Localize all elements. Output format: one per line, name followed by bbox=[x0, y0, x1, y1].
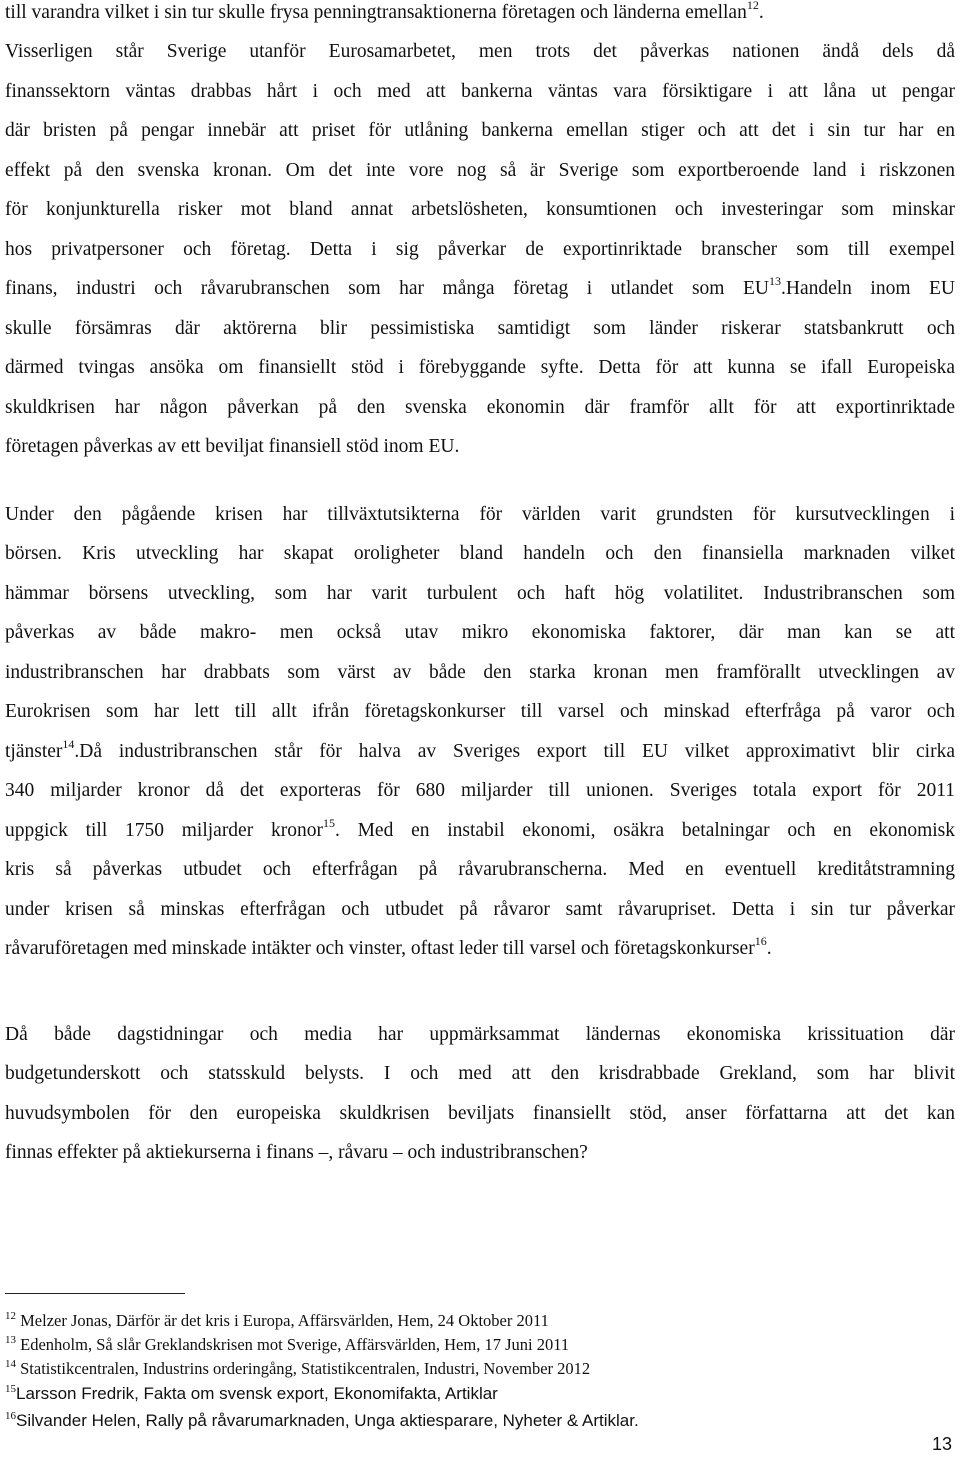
text-segment: .Då industribranschen står för halva av Sveriges export till EU vilket approximativt blir cirka bbox=[74, 741, 955, 762]
paragraph-1-line-3: finanssektorn väntas drabbas hårt i och med att bankerna väntas vara försiktigare i att låna ut pengar bbox=[5, 81, 955, 102]
paragraph-3-line-4: finnas effekter på aktiekurserna i finans –, råvaru – och industribranschen? bbox=[5, 1142, 588, 1163]
footnote-ref-16[interactable]: 16 bbox=[754, 934, 767, 948]
footnote-12 bbox=[5, 1310, 905, 1332]
footnote-text: Melzer Jonas, Därför är det kris i Europa, Affärsvärlden, Hem, 24 Oktober 2011 bbox=[20, 1311, 549, 1330]
footnote-text: Statistikcentralen, Industrins orderingång, Statistikcentralen, Industri, November 2012 bbox=[20, 1359, 591, 1378]
paragraph-2-line-12 bbox=[5, 936, 955, 962]
footnote-ref-13[interactable]: 13 bbox=[768, 274, 781, 288]
text-segment: . bbox=[758, 2, 764, 23]
footnote-13 bbox=[5, 1334, 905, 1356]
text-segment: uppgick till 1750 miljarder kronor bbox=[5, 820, 323, 841]
paragraph-2-line-1: Under den pågående krisen har tillväxtutsikterna för världen varit grundsten för kursutvecklingen i bbox=[5, 504, 955, 525]
paragraph-1-line-9: skulle försämras där aktörerna blir pessimistiska samtidigt som länder riskerar statsbankrutt och bbox=[5, 318, 955, 339]
footnote-number: 13 bbox=[5, 1334, 16, 1346]
footnote-14 bbox=[5, 1358, 905, 1380]
paragraph-3-line-3: huvudsymbolen för den europeiska skuldkrisen beviljats finansiellt stöd, anser författarna att det kan bbox=[5, 1103, 955, 1124]
footnote-number: 15 bbox=[5, 1383, 16, 1395]
text-segment: tjänster bbox=[5, 741, 63, 762]
paragraph-1-line-1 bbox=[5, 0, 955, 26]
paragraph-3-line-1: Då både dagstidningar och media har uppmärksammat ländernas ekonomiska krissituation där bbox=[5, 1024, 955, 1045]
footnote-15 bbox=[5, 1383, 905, 1405]
paragraph-2-line-7 bbox=[5, 739, 955, 765]
paragraph-2-line-6: Eurokrisen som har lett till allt ifrån företagskonkurser till varsel och minskad efterfråga på varor och bbox=[5, 701, 955, 722]
footnote-number: 16 bbox=[5, 1410, 16, 1422]
text-segment: .Handeln inom EU bbox=[780, 278, 956, 299]
paragraph-1-line-8 bbox=[5, 276, 955, 302]
footnote-number: 12 bbox=[5, 1310, 16, 1322]
paragraph-3-line-2: budgetunderskott och statsskuld belysts. I och med att den krisdrabbade Grekland, som har blivit bbox=[5, 1063, 955, 1084]
footnote-ref-14[interactable]: 14 bbox=[62, 737, 75, 751]
paragraph-1-line-12: företagen påverkas av ett beviljat finansiell stöd inom EU. bbox=[5, 436, 460, 457]
text-segment: . bbox=[766, 938, 772, 959]
paragraph-2-line-3: hämmar börsens utveckling, som har varit turbulent och haft hög volatilitet. Industribranschen som bbox=[5, 583, 955, 604]
paragraph-1-line-10: därmed tvingas ansöka om finansiellt stöd i förebyggande syfte. Detta för att kunna se ifall Europeiska bbox=[5, 357, 955, 378]
paragraph-1-line-4: där bristen på pengar innebär att priset för utlåning bankerna emellan stiger och att det i sin tur har en bbox=[5, 120, 955, 141]
footnote-number: 14 bbox=[5, 1358, 16, 1370]
text-segment: . Med en instabil ekonomi, osäkra betalningar och en ekonomisk bbox=[334, 820, 955, 841]
footnote-separator bbox=[5, 1293, 185, 1294]
footnote-text: Silvander Helen, Rally på råvarumarknaden, Unga aktiesparare, Nyheter & Artiklar. bbox=[16, 1411, 639, 1430]
text-segment: råvaruföretagen med minskade intäkter och vinster, oftast leder till varsel och företagskonkurser bbox=[5, 938, 755, 959]
footnote-ref-12[interactable]: 12 bbox=[746, 0, 759, 12]
paragraph-1-line-6: för konjunkturella risker mot bland annat arbetslösheten, konsumtionen och investeringar som minskar bbox=[5, 199, 955, 220]
text-segment: finans, industri och råvarubranschen som har många företag i utlandet som EU bbox=[5, 278, 769, 299]
footnote-ref-15[interactable]: 15 bbox=[322, 816, 335, 830]
paragraph-2-line-2: börsen. Kris utveckling har skapat oroligheter bland handeln och den finansiella marknaden vilket bbox=[5, 543, 955, 564]
paragraph-1-line-2: Visserligen står Sverige utanför Eurosamarbetet, men trots det påverkas nationen ändå dels då bbox=[5, 41, 955, 62]
page-number: 13 bbox=[931, 1434, 952, 1454]
paragraph-1-line-7: hos privatpersoner och företag. Detta i sig påverkar de exportinriktade branscher som till exempel bbox=[5, 239, 955, 260]
footnote-16 bbox=[5, 1410, 905, 1432]
paragraph-2-line-5: industribranschen har drabbats som värst av både den starka kronan men framförallt utvecklingen av bbox=[5, 662, 955, 683]
paragraph-2-line-4: påverkas av både makro- men också utav mikro ekonomiska faktorer, där man kan se att bbox=[5, 622, 955, 643]
paragraph-2-line-9 bbox=[5, 818, 955, 844]
footnote-text: Edenholm, Så slår Greklandskrisen mot Sverige, Affärsvärlden, Hem, 17 Juni 2011 bbox=[20, 1335, 570, 1354]
paragraph-2-line-8: 340 miljarder kronor då det exporteras för 680 miljarder till unionen. Sveriges totala export för 2011 bbox=[5, 780, 955, 801]
paragraph-2-line-11: under krisen så minskas efterfrågan och utbudet på råvaror samt råvarupriset. Detta i sin tur påverkar bbox=[5, 899, 955, 920]
text-segment: till varandra vilket i sin tur skulle frysa penningtransaktionerna företagen och länderna emellan bbox=[5, 2, 747, 23]
footnote-text: Larsson Fredrik, Fakta om svensk export, Ekonomifakta, Artiklar bbox=[16, 1384, 498, 1403]
paragraph-2-line-10: kris så påverkas utbudet och efterfrågan på råvarubranscherna. Med en eventuell kreditåtstramning bbox=[5, 859, 955, 880]
paragraph-1-line-11: skuldkrisen har någon påverkan på den svenska ekonomin där framför allt för att exportinriktade bbox=[5, 397, 955, 418]
paragraph-1-line-5: effekt på den svenska kronan. Om det inte vore nog så är Sverige som exportberoende land i riskzonen bbox=[5, 160, 955, 181]
